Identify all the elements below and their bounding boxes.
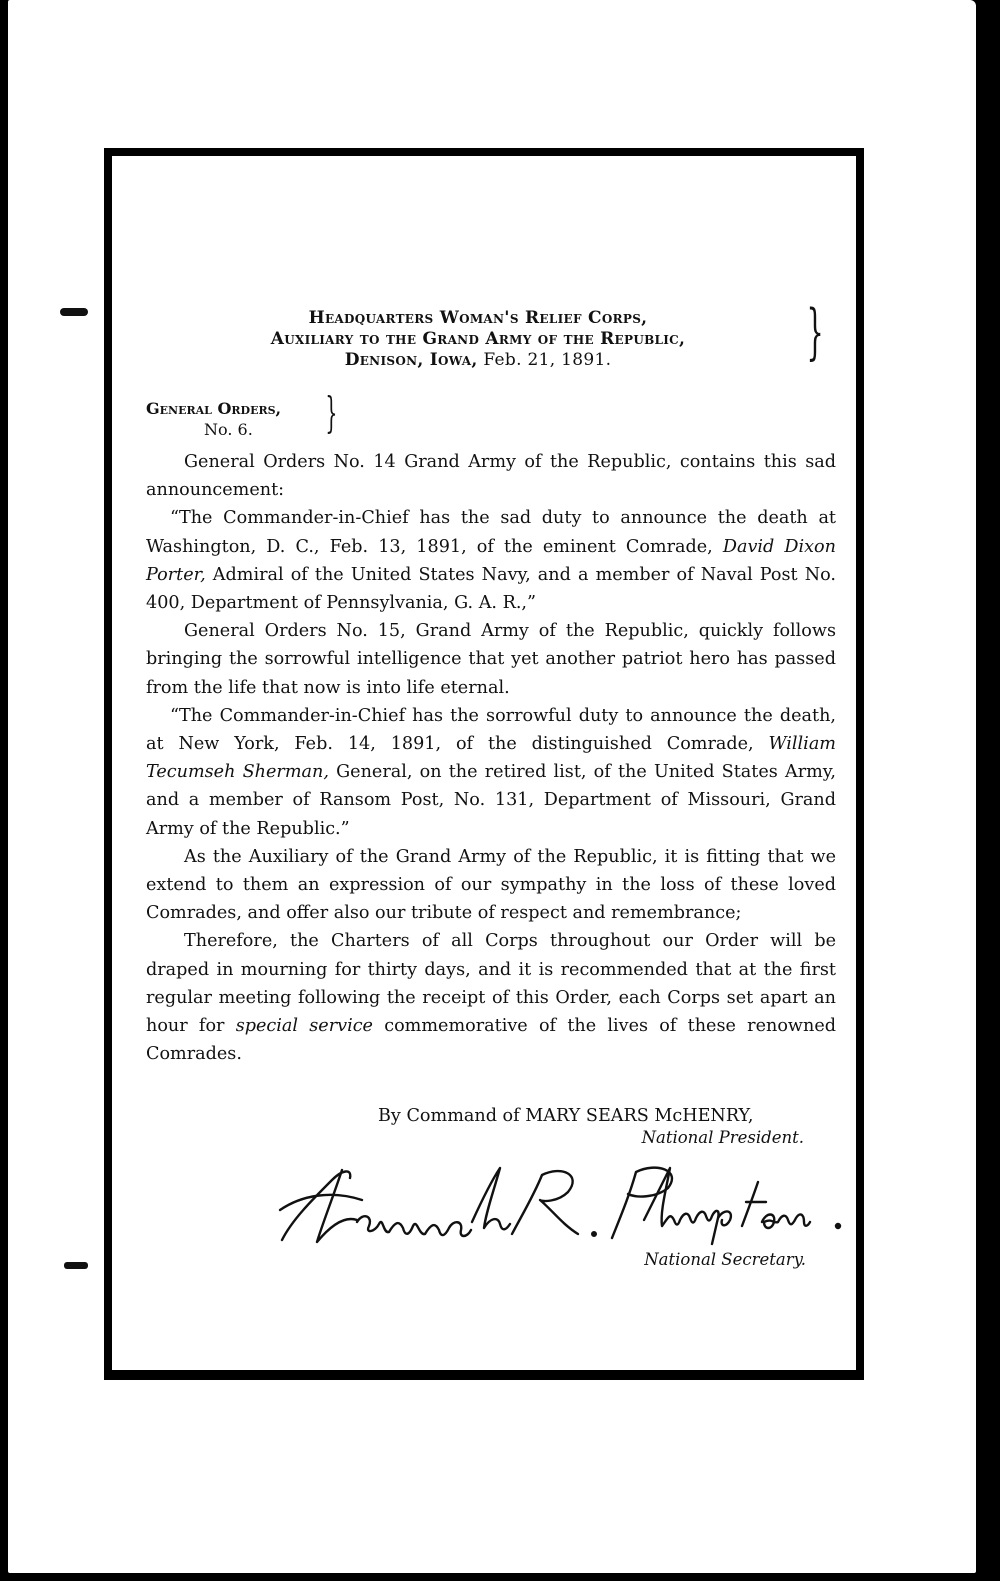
heading-line-1: Headquarters Woman's Relief Corps,: [308, 308, 648, 328]
headquarters-heading: [148, 308, 808, 371]
document-page: [8, 0, 976, 1573]
paragraph-1: General Orders No. 14 Grand Army of the Republic, contains this sad announcement:: [146, 452, 836, 501]
margin-mark: [64, 1262, 88, 1269]
p6-text-b: commemorative of the lives of these renowned Comrades.: [146, 1016, 836, 1065]
p2-text-a: “The Commander-in-Chief has the sad duty to announce the death at Washington, D. C., Feb. 13, 1891, of the eminent Comrade,: [146, 508, 836, 557]
heading-line-2: Auxiliary to the Grand Army of the Republic,: [270, 329, 686, 349]
paragraph-3: General Orders No. 15, Grand Army of the Republic, quickly follows bringing the sorrowful intelligence that yet another patriot hero has passed from the life that now is into life eternal.: [146, 621, 836, 698]
heading-place: Denison, Iowa,: [344, 350, 478, 370]
order-body: [146, 448, 836, 1068]
secretary-title: National Secretary.: [644, 1250, 806, 1269]
orders-number: No. 6.: [204, 420, 253, 439]
command-line: By Command of MARY SEARS McHENRY,: [378, 1106, 754, 1126]
heading-date: Feb. 21, 1891.: [483, 350, 612, 370]
general-orders-label: [146, 398, 281, 440]
paragraph-5: As the Auxiliary of the Grand Army of the Republic, it is fitting that we extend to them an expression of our sympathy in the loss of these loved Comrades, and offer also our tribute of respect and remembrance;: [146, 846, 836, 924]
president-title: National President.: [641, 1128, 804, 1147]
paragraph-6: [146, 927, 836, 1068]
handwritten-signature: [272, 1160, 852, 1250]
margin-mark: [60, 308, 88, 316]
p4-text-b: General, on the retired list, of the United States Army, and a member of Ransom Post, No. 131, Department of Missouri, Grand Army of the Republic.”: [146, 762, 836, 839]
orders-brace: }: [325, 388, 338, 437]
p2-name: David Dixon Porter,: [146, 536, 836, 585]
p4-text-a: “The Commander-in-Chief has the sorrowful duty to announce the death, at New York, Feb. 14, 1891, of the distinguished Comrade,: [146, 705, 836, 755]
paragraph-2: [146, 504, 836, 617]
orders-label: General Orders,: [146, 399, 282, 418]
heading-line-3: [148, 350, 808, 371]
paragraph-4: [146, 702, 836, 843]
p6-text-a: Therefore, the Charters of all Corps throughout our Order will be draped in mourning for thirty days, and it is recommended that at the first regular meeting following the receipt of this Order, each Corps set apart an hour for: [146, 931, 836, 1037]
p2-text-b: Admiral of the United States Navy, and a member of Naval Post No. 400, Department of Pennsylvania, G. A. R.,”: [146, 564, 836, 614]
p6-emphasis: special service: [235, 1016, 373, 1037]
heading-brace: }: [806, 297, 824, 367]
p4-name: William Tecumseh Sherman,: [146, 734, 836, 783]
